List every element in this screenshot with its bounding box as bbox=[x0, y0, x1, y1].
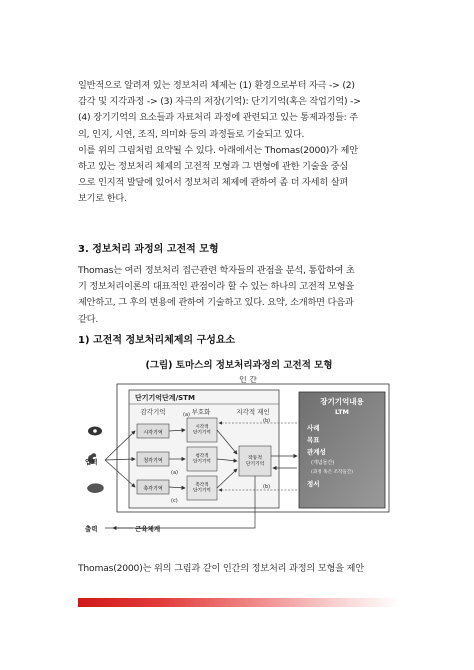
intro-line: 보기로 한다. bbox=[78, 193, 127, 205]
ltm-item: 목표 bbox=[307, 436, 320, 444]
hand-icon bbox=[87, 483, 104, 493]
sensory-label: 청각기억 bbox=[143, 458, 163, 464]
human-label: 인 간 bbox=[239, 376, 257, 384]
ltm-item: 사례 bbox=[307, 424, 320, 432]
intro-line: 의, 인지, 시연, 조직, 의미화 등의 과정들로 기술되고 있다. bbox=[78, 128, 305, 140]
column-sensory: 감각기억 bbox=[140, 408, 166, 416]
intro-line: 하고 있는 정보처리 체제의 고전적 모형과 그 변형에 관한 기술을 중심 bbox=[78, 161, 349, 173]
column-perceptual: 지각적 재인 bbox=[236, 408, 270, 416]
section-paragraph bbox=[78, 263, 400, 328]
footer-gradient-bar bbox=[78, 598, 400, 607]
input-label: 입력 bbox=[85, 458, 98, 466]
stm-box-label: 청각적 단기기억 bbox=[193, 454, 211, 465]
intro-line: 감각 및 지각과정 -> (3) 자극의 저장(기억): 단기기억(혹은 작업기억) -> bbox=[78, 96, 361, 108]
ltm-title: 장기기억내용 bbox=[320, 397, 364, 406]
info-processing-diagram bbox=[83, 376, 393, 540]
figure-title: (그림) 토마스의 정보처리과정의 고전적 모형 bbox=[145, 360, 333, 371]
path-label: (b) bbox=[263, 418, 271, 424]
section-line: 같다. bbox=[78, 313, 99, 325]
ltm-item: 정서 bbox=[307, 480, 320, 488]
ltm-item: (개념들간) bbox=[311, 460, 335, 466]
intro-line: 으로 인지적 발달에 있어서 정보처리 체제에 관하여 좀 더 자세히 살펴 bbox=[78, 177, 349, 189]
column-encoding: 부호화 bbox=[191, 408, 211, 416]
stm-label: 단기기억단계/STM bbox=[135, 394, 195, 402]
sensory-label: 촉각기억 bbox=[143, 486, 163, 492]
path-label: (a) bbox=[183, 412, 190, 418]
intro-line: 일반적으로 알려져 있는 정보처리 체제는 (1) 환경으로부터 자극 -> (2) bbox=[78, 80, 355, 91]
subsection-heading: 1) 고전적 정보처리체제의 구성요소 bbox=[78, 335, 236, 346]
section-line: Thomas는 여러 정보처리 접근관련 학자들의 관점을 분석, 통합하여 초 bbox=[78, 265, 355, 276]
stm-box-label: 촉각적 단기기억 bbox=[193, 483, 211, 494]
working-memory-label: 작동적 단기기억 bbox=[245, 456, 265, 467]
intro-paragraph bbox=[78, 78, 400, 208]
ltm-subtitle: LTM bbox=[335, 408, 349, 416]
sensory-label: 시각기억 bbox=[143, 430, 163, 436]
section-line: 제안하고, 그 후의 변용에 관하여 기술하고 있다. 요약, 소개하면 다음과 bbox=[78, 297, 354, 309]
path-label: (b) bbox=[263, 484, 271, 490]
effector-label: 근육체계 bbox=[135, 525, 161, 533]
path-label: (a) bbox=[171, 470, 178, 476]
closing-line: Thomas(2000)는 위의 그림과 같이 인간의 정보처리 과정의 모형을 제안 bbox=[78, 563, 364, 574]
output-label: 출력 bbox=[85, 525, 98, 533]
ltm-item: 관계성 bbox=[307, 448, 326, 456]
section-line: 기 정보처리이론의 대표적인 관점이라 할 수 있는 하나의 고전적 모형을 bbox=[78, 281, 355, 293]
stm-box-label: 시각적 단기기억 bbox=[193, 425, 211, 436]
intro-line: (4) 장기기억의 요소들과 자료처리 과정에 관련되고 있는 통제과정들: 주 bbox=[78, 112, 358, 124]
path-label: (c) bbox=[171, 498, 178, 504]
ltm-item: (과정 혹은 조작들간) bbox=[311, 470, 354, 475]
section-heading: 3. 정보처리 과정의 고전적 모형 bbox=[78, 244, 219, 255]
intro-line: 이를 위의 그림처럼 요약될 수 있다. 아래에서는 Thomas(2000)가 제안 bbox=[78, 144, 358, 156]
closing-paragraph bbox=[78, 561, 400, 577]
